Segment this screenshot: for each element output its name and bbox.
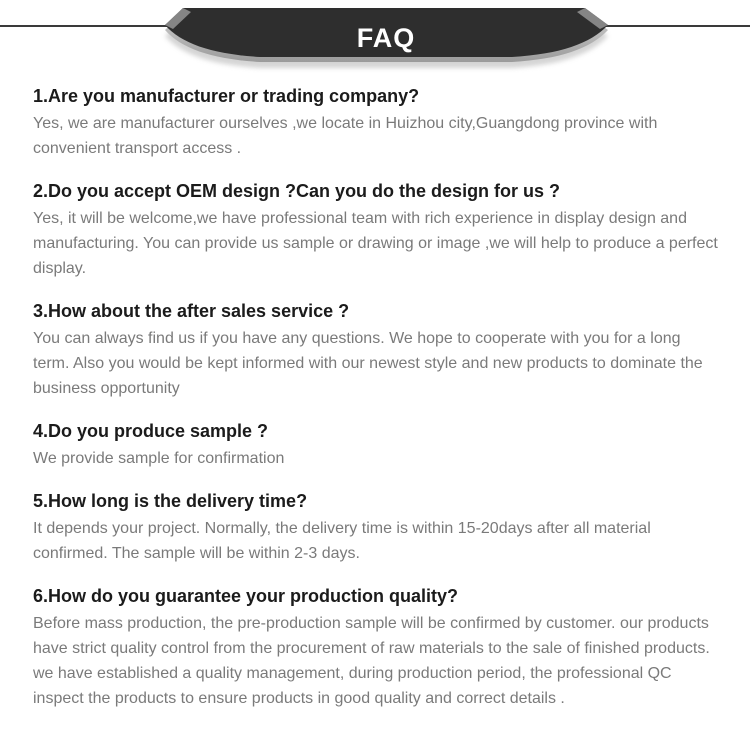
faq-banner	[120, 4, 650, 76]
faq-answer-5: It depends your project. Normally, the delivery time is within 15-20days after all material confirmed. The sample will be within 2-3 days.	[33, 520, 651, 562]
faq-answer-2: Yes, it will be welcome,we have professional team with rich experience in display design and manufacturing. You can provide us sample or drawing or image ,we will help to produce a perfect display.	[33, 210, 718, 277]
faq-question-3: 3.How about the after sales service ?	[33, 301, 350, 321]
faq-answer-6: Before mass production, the pre-production sample will be confirmed by customer. our products have strict quality control from the procurement of raw materials to the sale of finished products. we have established a quality management, during production period, the professional QC inspect the products to ensure products in good quality and correct details .	[33, 615, 710, 707]
faq-question-1: 1.Are you manufacturer or trading company?	[33, 86, 420, 106]
faq-section-1	[33, 86, 720, 161]
faq-section-2	[33, 181, 720, 281]
faq-section-3	[33, 301, 720, 401]
faq-banner-title: FAQ	[356, 23, 416, 53]
faq-answer-3: You can always find us if you have any questions. We hope to cooperate with you for a long term. Also you would be kept informed with our newest style and new products to dominate the business opportunity	[33, 330, 703, 397]
faq-question-4: 4.Do you produce sample ?	[33, 421, 269, 441]
faq-answer-1: Yes, we are manufacturer ourselves ,we locate in Huizhou city,Guangdong province with convenient transport access .	[33, 115, 658, 157]
faq-content	[33, 86, 720, 731]
faq-section-4	[33, 421, 720, 471]
faq-section-5	[33, 491, 720, 566]
faq-question-6: 6.How do you guarantee your production quality?	[33, 586, 459, 606]
faq-question-2: 2.Do you accept OEM design ?Can you do the design for us ?	[33, 181, 561, 201]
faq-answer-4: We provide sample for confirmation	[33, 450, 285, 467]
faq-section-6	[33, 586, 720, 711]
faq-banner-ribbon	[120, 4, 650, 76]
faq-question-5: 5.How long is the delivery time?	[33, 491, 308, 511]
